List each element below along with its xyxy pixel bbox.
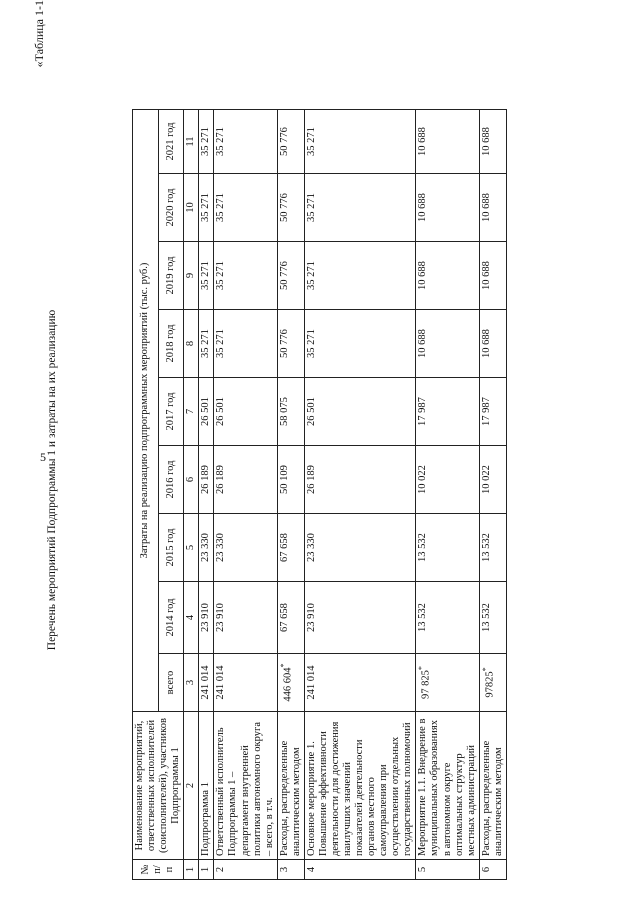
row-value: 10 688 [416,310,479,378]
row-value: 26 189 [304,446,416,514]
row-value: 23 910 [304,582,416,654]
row-total-mark: * [417,666,427,671]
header-row-1 [133,110,159,880]
row-value: 10 688 [479,110,506,174]
row-value: 13 532 [416,582,479,654]
row-value: 26 189 [214,446,277,514]
header-year: 2017 год [158,378,184,446]
row-value: 13 532 [416,514,479,582]
table-row [277,110,304,880]
row-value: 17 987 [479,378,506,446]
row-value: 35 271 [199,310,214,378]
row-total-mark: * [480,667,490,672]
row-value: 13 532 [479,514,506,582]
row-value: 50 776 [277,242,304,310]
row-total [416,654,479,712]
header-year: 2018 год [158,310,184,378]
row-name: Ответственный исполнитель Подпрограммы 1 – департамент внутренней политики автономного округа – всего, в т.ч. [214,712,277,860]
row-total [277,654,304,712]
column-number-cell: 6 [184,446,199,514]
row-value: 35 271 [214,310,277,378]
row-name: Расходы, распределенные аналитическим методом [479,712,506,860]
row-value: 10 688 [479,310,506,378]
row-value: 35 271 [214,174,277,242]
column-number-cell: 10 [184,174,199,242]
header-year: 2016 год [158,446,184,514]
row-total [199,654,214,712]
header-year: 2020 год [158,174,184,242]
row-value: 50 776 [277,174,304,242]
row-value: 10 688 [416,174,479,242]
row-name: Расходы, распределенные аналитическим методом [277,712,304,860]
table-heading: Перечень мероприятий Подпрограммы 1 и затраты на их реализацию [46,309,58,651]
column-number-cell: 4 [184,582,199,654]
row-value: 50 109 [277,446,304,514]
row-value: 35 271 [304,242,416,310]
row-total-value: 241 014 [305,665,317,700]
row-value: 10 688 [416,242,479,310]
row-total-value: 97 825 [420,670,432,699]
column-number-cell: 7 [184,378,199,446]
row-value: 10 688 [416,110,479,174]
row-number: 3 [277,860,304,880]
row-value: 35 271 [304,110,416,174]
column-number-cell: 1 [184,860,199,880]
row-value: 67 658 [277,514,304,582]
header-total: всего [158,654,184,712]
row-value: 35 271 [304,310,416,378]
row-value: 35 271 [214,110,277,174]
row-total [214,654,277,712]
row-total-value: 97825 [484,671,496,698]
row-total-value: 241 014 [215,665,227,700]
row-value: 26 501 [214,378,277,446]
table-row [214,110,277,880]
row-value: 26 501 [199,378,214,446]
row-value: 50 776 [277,310,304,378]
row-value: 10 688 [479,242,506,310]
row-value: 10 022 [479,446,506,514]
row-name: Мероприятие 1.1. Внедрение в муниципальных образованиях в автономном округе оптимальных структур местных администраций [416,712,479,860]
rotated-page-content [32,0,600,880]
table-row [479,110,506,880]
row-value: 58 075 [277,378,304,446]
row-total-value: 446 604 [282,667,294,702]
header-costs: Затраты на реализацию подпрограммных мероприятий (тыс. руб.) [133,110,159,712]
row-value: 67 658 [277,582,304,654]
row-number: 2 [214,860,277,880]
row-value: 35 271 [199,110,214,174]
row-value: 50 776 [277,110,304,174]
row-total [304,654,416,712]
table-row [416,110,479,880]
column-number-cell: 2 [184,712,199,860]
table-caption: «Таблица 1-1 [32,0,46,68]
row-value: 10 022 [416,446,479,514]
column-number-cell: 5 [184,514,199,582]
row-value: 23 330 [304,514,416,582]
header-number: № п/п [133,860,184,880]
header-name: Наименование мероприятий, ответственных исполнителей (соисполнителей), участников Подпрограммы 1 [133,712,184,860]
table-row [199,110,214,880]
row-value: 26 501 [304,378,416,446]
column-number-cell: 11 [184,110,199,174]
row-value: 10 688 [479,174,506,242]
row-value: 17 987 [416,378,479,446]
row-number: 4 [304,860,416,880]
row-value: 26 189 [199,446,214,514]
row-total-value: 241 014 [200,665,212,700]
row-value: 35 271 [199,174,214,242]
expenses-table [132,109,507,880]
row-number: 1 [199,860,214,880]
column-number-cell: 3 [184,654,199,712]
row-value: 35 271 [304,174,416,242]
row-value: 23 330 [199,514,214,582]
row-number: 5 [416,860,479,880]
row-value: 13 532 [479,582,506,654]
table-row [304,110,416,880]
header-year: 2015 год [158,514,184,582]
row-value: 35 271 [199,242,214,310]
row-total [479,654,506,712]
header-year: 2021 год [158,110,184,174]
header-year: 2014 год [158,582,184,654]
row-value: 23 910 [214,582,277,654]
row-value: 23 910 [199,582,214,654]
page-number: 5 [40,450,46,464]
row-total-mark: * [278,663,288,668]
row-number: 6 [479,860,506,880]
column-number-cell: 8 [184,310,199,378]
row-value: 35 271 [214,242,277,310]
table-body [199,110,507,880]
row-value: 23 330 [214,514,277,582]
column-number-cell: 9 [184,242,199,310]
row-name: Основное мероприятие 1. Повышение эффективности деятельности для достижения наилучших значений показателей деятельности органов местного самоуправления при осуществлении отдельных государственных полномочий [304,712,416,860]
column-number-row [184,110,199,880]
header-year: 2019 год [158,242,184,310]
row-name: Подпрограмма 1 [199,712,214,860]
